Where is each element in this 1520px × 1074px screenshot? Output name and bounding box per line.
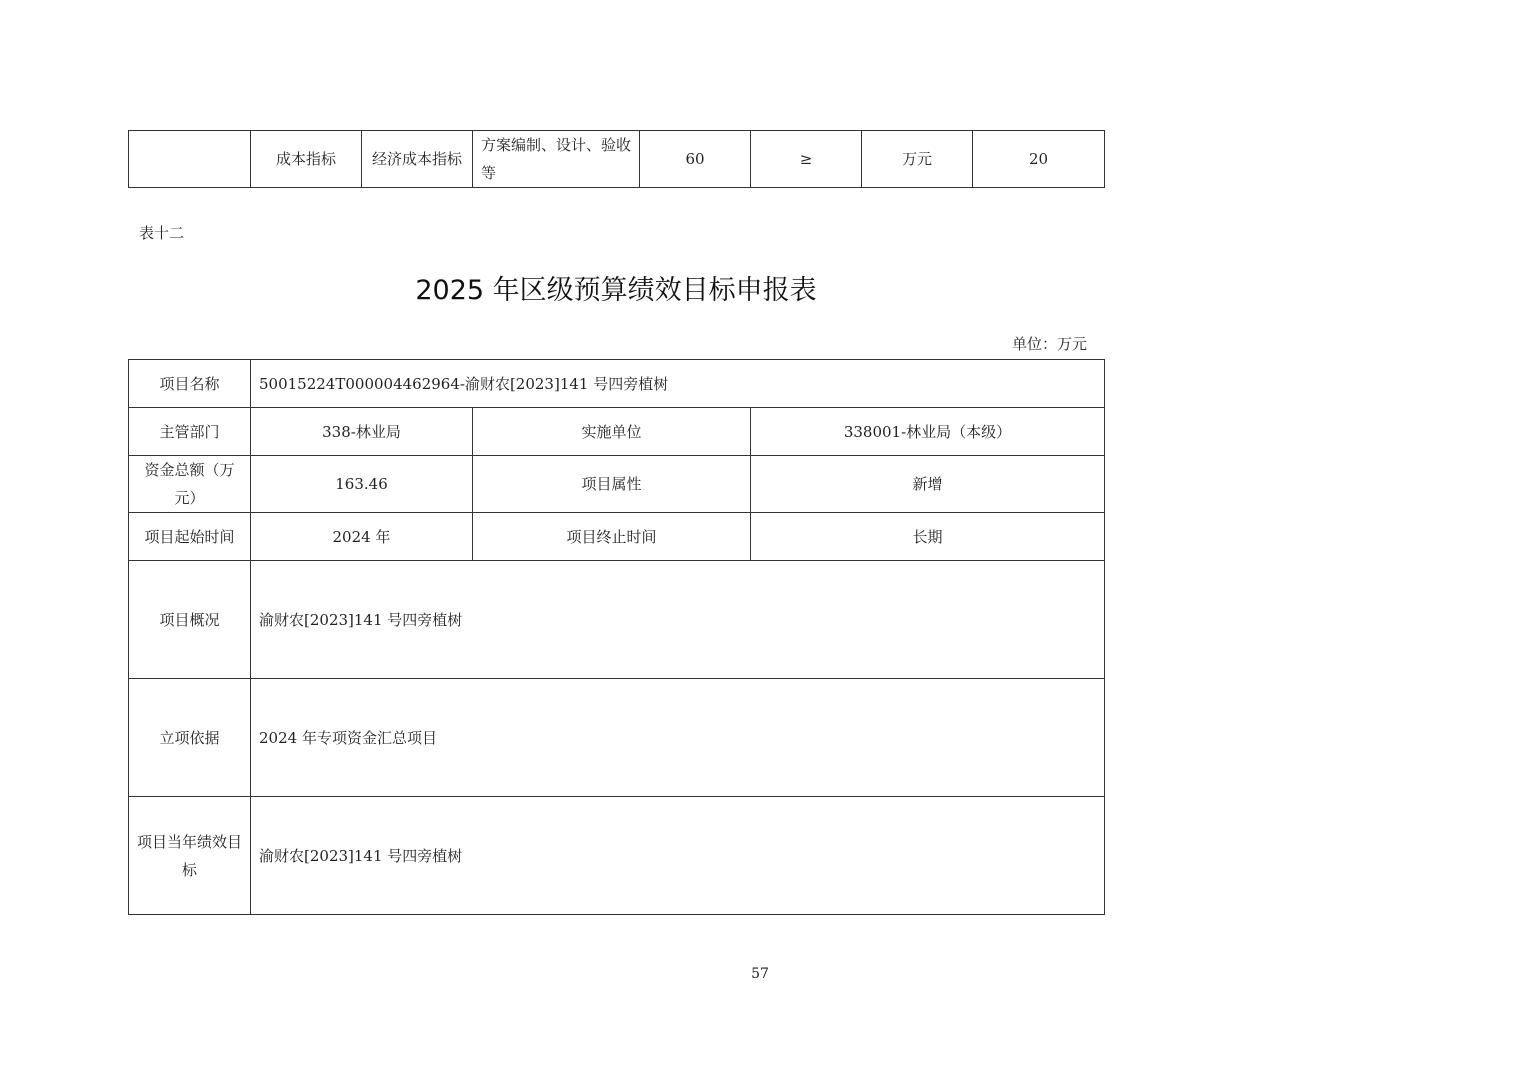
project-name-label: 项目名称 bbox=[129, 360, 251, 408]
basis-label: 立项依据 bbox=[129, 679, 251, 797]
table-row bbox=[129, 797, 1105, 915]
project-name-value: 50015224T000004462964-渝财农[2023]141 号四旁植树 bbox=[251, 360, 1105, 408]
impl-value: 338001-林业局（本级） bbox=[751, 408, 1105, 456]
table-row bbox=[129, 513, 1105, 561]
indicator-weight: 20 bbox=[973, 131, 1105, 188]
budget-form-table bbox=[128, 359, 1105, 915]
indicator-name: 方案编制、设计、验收等 bbox=[473, 131, 640, 188]
table-row bbox=[129, 408, 1105, 456]
impl-label: 实施单位 bbox=[473, 408, 751, 456]
page-title: 2025 年区级预算绩效目标申报表 bbox=[415, 275, 817, 306]
overview-value: 渝财农[2023]141 号四旁植树 bbox=[251, 561, 1105, 679]
basis-value: 2024 年专项资金汇总项目 bbox=[251, 679, 1105, 797]
fund-label: 资金总额（万元） bbox=[129, 456, 251, 513]
cost-indicator-table bbox=[128, 130, 1105, 188]
indicator-unit: 万元 bbox=[862, 131, 973, 188]
dept-label: 主管部门 bbox=[129, 408, 251, 456]
goal-value: 渝财农[2023]141 号四旁植树 bbox=[251, 797, 1105, 915]
start-label: 项目起始时间 bbox=[129, 513, 251, 561]
overview-label: 项目概况 bbox=[129, 561, 251, 679]
end-label: 项目终止时间 bbox=[473, 513, 751, 561]
indicator-subcategory: 经济成本指标 bbox=[362, 131, 473, 188]
goal-label: 项目当年绩效目标 bbox=[129, 797, 251, 915]
table-row bbox=[129, 561, 1105, 679]
empty-cell bbox=[129, 131, 251, 188]
start-value: 2024 年 bbox=[251, 513, 473, 561]
unit-note: 单位：万元 bbox=[1012, 335, 1088, 353]
table-row bbox=[129, 456, 1105, 513]
table-row bbox=[129, 360, 1105, 408]
fund-value: 163.46 bbox=[251, 456, 473, 513]
table-row bbox=[129, 131, 1105, 188]
attr-value: 新增 bbox=[751, 456, 1105, 513]
indicator-category: 成本指标 bbox=[251, 131, 362, 188]
table-label: 表十二 bbox=[139, 224, 185, 242]
end-value: 长期 bbox=[751, 513, 1105, 561]
indicator-value: 60 bbox=[640, 131, 751, 188]
dept-value: 338-林业局 bbox=[251, 408, 473, 456]
attr-label: 项目属性 bbox=[473, 456, 751, 513]
indicator-operator: ≥ bbox=[751, 131, 862, 188]
page-number: 57 bbox=[751, 966, 769, 982]
table-row bbox=[129, 679, 1105, 797]
